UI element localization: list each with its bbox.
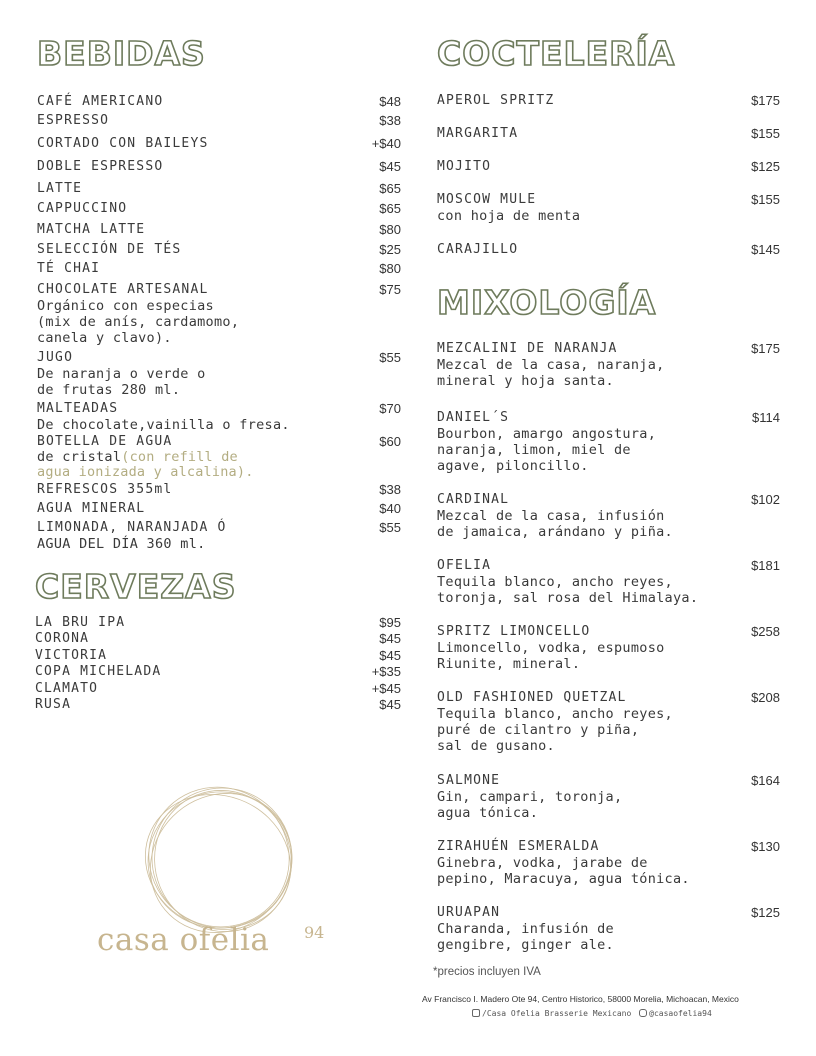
address: Av Francisco I. Madero Ote 94, Centro Historico, 58000 Morelia, Michoacan, Mexico [422, 994, 739, 1004]
item-name: CARDINAL [437, 492, 510, 507]
item-name: MEZCALINI DE NARANJA [437, 341, 618, 356]
item-description: Mezcal de la casa, naranja, mineral y hoja santa. [437, 357, 665, 389]
brand-number: 94 [304, 923, 325, 942]
item-price: $45 [379, 648, 401, 663]
menu-item [437, 410, 780, 474]
item-price: $208 [751, 690, 780, 705]
item-description: AGUA DEL DÍA 360 ml. [37, 536, 206, 552]
item-name: CAFÉ AMERICANO [37, 94, 164, 109]
menu-item [37, 520, 401, 552]
item-name: SELECCIÓN DE TÉS [37, 242, 182, 257]
menu-item [37, 159, 401, 175]
item-price: $45 [379, 159, 401, 174]
facebook-handle[interactable]: /Casa Ofelia Brasserie Mexicano [482, 1009, 632, 1018]
item-name: APEROL SPRITZ [437, 93, 555, 108]
item-name: RUSA [35, 697, 72, 712]
item-name: COPA MICHELADA [35, 664, 162, 679]
menu-item [437, 773, 780, 821]
item-price: $175 [751, 93, 780, 108]
item-name: URUAPAN [437, 905, 501, 920]
menu-item [37, 434, 401, 480]
menu-item [35, 697, 401, 714]
item-name: CAPPUCCINO [37, 201, 128, 216]
item-description: Charanda, infusión de gengibre, ginger ale. [437, 921, 614, 953]
item-name: ESPRESSO [37, 113, 110, 128]
item-name: CARAJILLO [437, 242, 519, 257]
menu-item [437, 690, 780, 754]
item-description [37, 450, 401, 480]
item-price: $155 [751, 192, 780, 207]
item-name: REFRESCOS 355ml [37, 482, 173, 497]
item-price: $55 [379, 350, 401, 365]
item-price: $125 [751, 905, 780, 920]
menu-item [37, 482, 401, 498]
item-name: AGUA MINERAL [37, 501, 146, 516]
item-name: VICTORIA [35, 648, 108, 663]
item-price: $75 [379, 282, 401, 297]
item-description: Tequila blanco, ancho reyes, puré de cilantro y piña, sal de gusano. [437, 706, 673, 754]
menu-item [37, 401, 401, 433]
item-price: $164 [751, 773, 780, 788]
item-price: +$40 [371, 136, 401, 151]
item-description: Ginebra, vodka, jarabe de pepino, Maracuya, agua tónica. [437, 855, 690, 887]
item-price: $258 [751, 624, 780, 639]
menu-item [37, 282, 401, 346]
item-name: MATCHA LATTE [37, 222, 146, 237]
item-name: BOTELLA DE AGUA [37, 434, 173, 449]
item-price: $95 [379, 615, 401, 630]
menu-item [437, 93, 780, 109]
item-name: MOJITO [437, 159, 492, 174]
menu-item [35, 648, 401, 665]
menu-item [37, 261, 401, 277]
brand-name: casa ofelia [97, 922, 270, 958]
social-links [472, 1009, 712, 1018]
item-name: LA BRU IPA [35, 615, 126, 630]
menu-item [37, 113, 401, 129]
item-name: MALTEADAS [37, 401, 119, 416]
item-price: $175 [751, 341, 780, 356]
item-name: ZIRAHUÉN ESMERALDA [437, 839, 600, 854]
menu-item [437, 839, 780, 887]
item-price: $145 [751, 242, 780, 257]
item-description: Gin, campari, toronja, agua tónica. [437, 789, 623, 821]
facebook-icon [472, 1009, 480, 1017]
menu-item [437, 558, 780, 606]
item-price: $40 [379, 501, 401, 516]
item-description: De chocolate,vainilla o fresa. [37, 417, 290, 433]
item-price: $130 [751, 839, 780, 854]
item-name: CLAMATO [35, 681, 99, 696]
item-name: DANIEL´S [437, 410, 510, 425]
menu-item [35, 681, 401, 698]
item-description: De naranja o verde o de frutas 280 ml. [37, 366, 206, 398]
menu-item [37, 94, 401, 110]
menu-item [437, 126, 780, 142]
item-price: $65 [379, 201, 401, 216]
menu-item [437, 905, 780, 953]
item-name: OLD FASHIONED QUETZAL [437, 690, 627, 705]
item-name: CORTADO CON BAILEYS [37, 136, 209, 151]
item-name: CORONA [35, 631, 90, 646]
item-price: $45 [379, 697, 401, 712]
item-price: +$35 [371, 664, 401, 679]
menu-item [437, 159, 780, 175]
menu-item [437, 341, 780, 389]
item-description: con hoja de menta [437, 208, 581, 224]
item-price: $80 [379, 222, 401, 237]
menu-item [437, 492, 780, 540]
item-name: OFELIA [437, 558, 492, 573]
item-price: $114 [752, 410, 780, 425]
item-price: +$45 [371, 681, 401, 696]
tax-note: *precios incluyen IVA [433, 966, 541, 978]
menu-item [37, 201, 401, 217]
menu-item [37, 242, 401, 258]
item-name: SALMONE [437, 773, 501, 788]
item-price: $125 [751, 159, 780, 174]
item-price: $155 [751, 126, 780, 141]
item-description: Bourbon, amargo angostura, naranja, limon, miel de agave, piloncillo. [437, 426, 657, 474]
item-price: $65 [379, 181, 401, 196]
item-name: LIMONADA, NARANJADA Ó [37, 520, 227, 535]
menu-item [437, 242, 780, 258]
menu-item [437, 624, 780, 672]
item-name: DOBLE ESPRESSO [37, 159, 164, 174]
bebidas-title: BEBIDAS [37, 34, 206, 73]
item-description-text: de cristal [37, 449, 122, 465]
menu-item [35, 615, 401, 632]
menu-item [37, 350, 401, 398]
item-name: JUGO [37, 350, 74, 365]
mixologia-title: MIXOLOGÍA [437, 283, 657, 322]
item-price: $55 [379, 520, 401, 535]
item-price: $70 [379, 401, 401, 416]
menu-item [35, 664, 401, 681]
item-price: $60 [379, 434, 401, 449]
menu-item [35, 631, 401, 648]
menu-item [37, 501, 401, 517]
cervezas-title: CERVEZAS [35, 567, 237, 606]
item-name: LATTE [37, 181, 83, 196]
item-price: $38 [379, 482, 401, 497]
cocteleria-title: COCTELERÍA [437, 34, 676, 73]
item-description: Limoncello, vodka, espumoso Riunite, mineral. [437, 640, 665, 672]
menu-item [37, 136, 401, 152]
item-name: TÉ CHAI [37, 261, 101, 276]
menu-item [37, 181, 401, 197]
item-price: $48 [379, 94, 401, 109]
item-name: MARGARITA [437, 126, 519, 141]
item-description: Tequila blanco, ancho reyes, toronja, sal rosa del Himalaya. [437, 574, 699, 606]
item-name: CHOCOLATE ARTESANAL [37, 282, 209, 297]
item-name: MOSCOW MULE [437, 192, 537, 207]
item-description: Mezcal de la casa, infusión de jamaica, arándano y piña. [437, 508, 673, 540]
item-price: $80 [379, 261, 401, 276]
menu-item [37, 222, 401, 238]
item-name: SPRITZ LIMONCELLO [437, 624, 591, 639]
menu-item [437, 192, 780, 224]
item-price: $102 [751, 492, 780, 507]
item-note: (con refill de agua ionizada y alcalina). [37, 449, 254, 480]
item-price: $38 [379, 113, 401, 128]
item-price: $25 [379, 242, 401, 257]
item-description: Orgánico con especias (mix de anís, cardamomo, canela y clavo). [37, 298, 240, 346]
instagram-icon [639, 1009, 647, 1017]
instagram-handle[interactable]: @casaofelia94 [649, 1009, 712, 1018]
item-price: $181 [751, 558, 780, 573]
item-price: $45 [379, 631, 401, 646]
